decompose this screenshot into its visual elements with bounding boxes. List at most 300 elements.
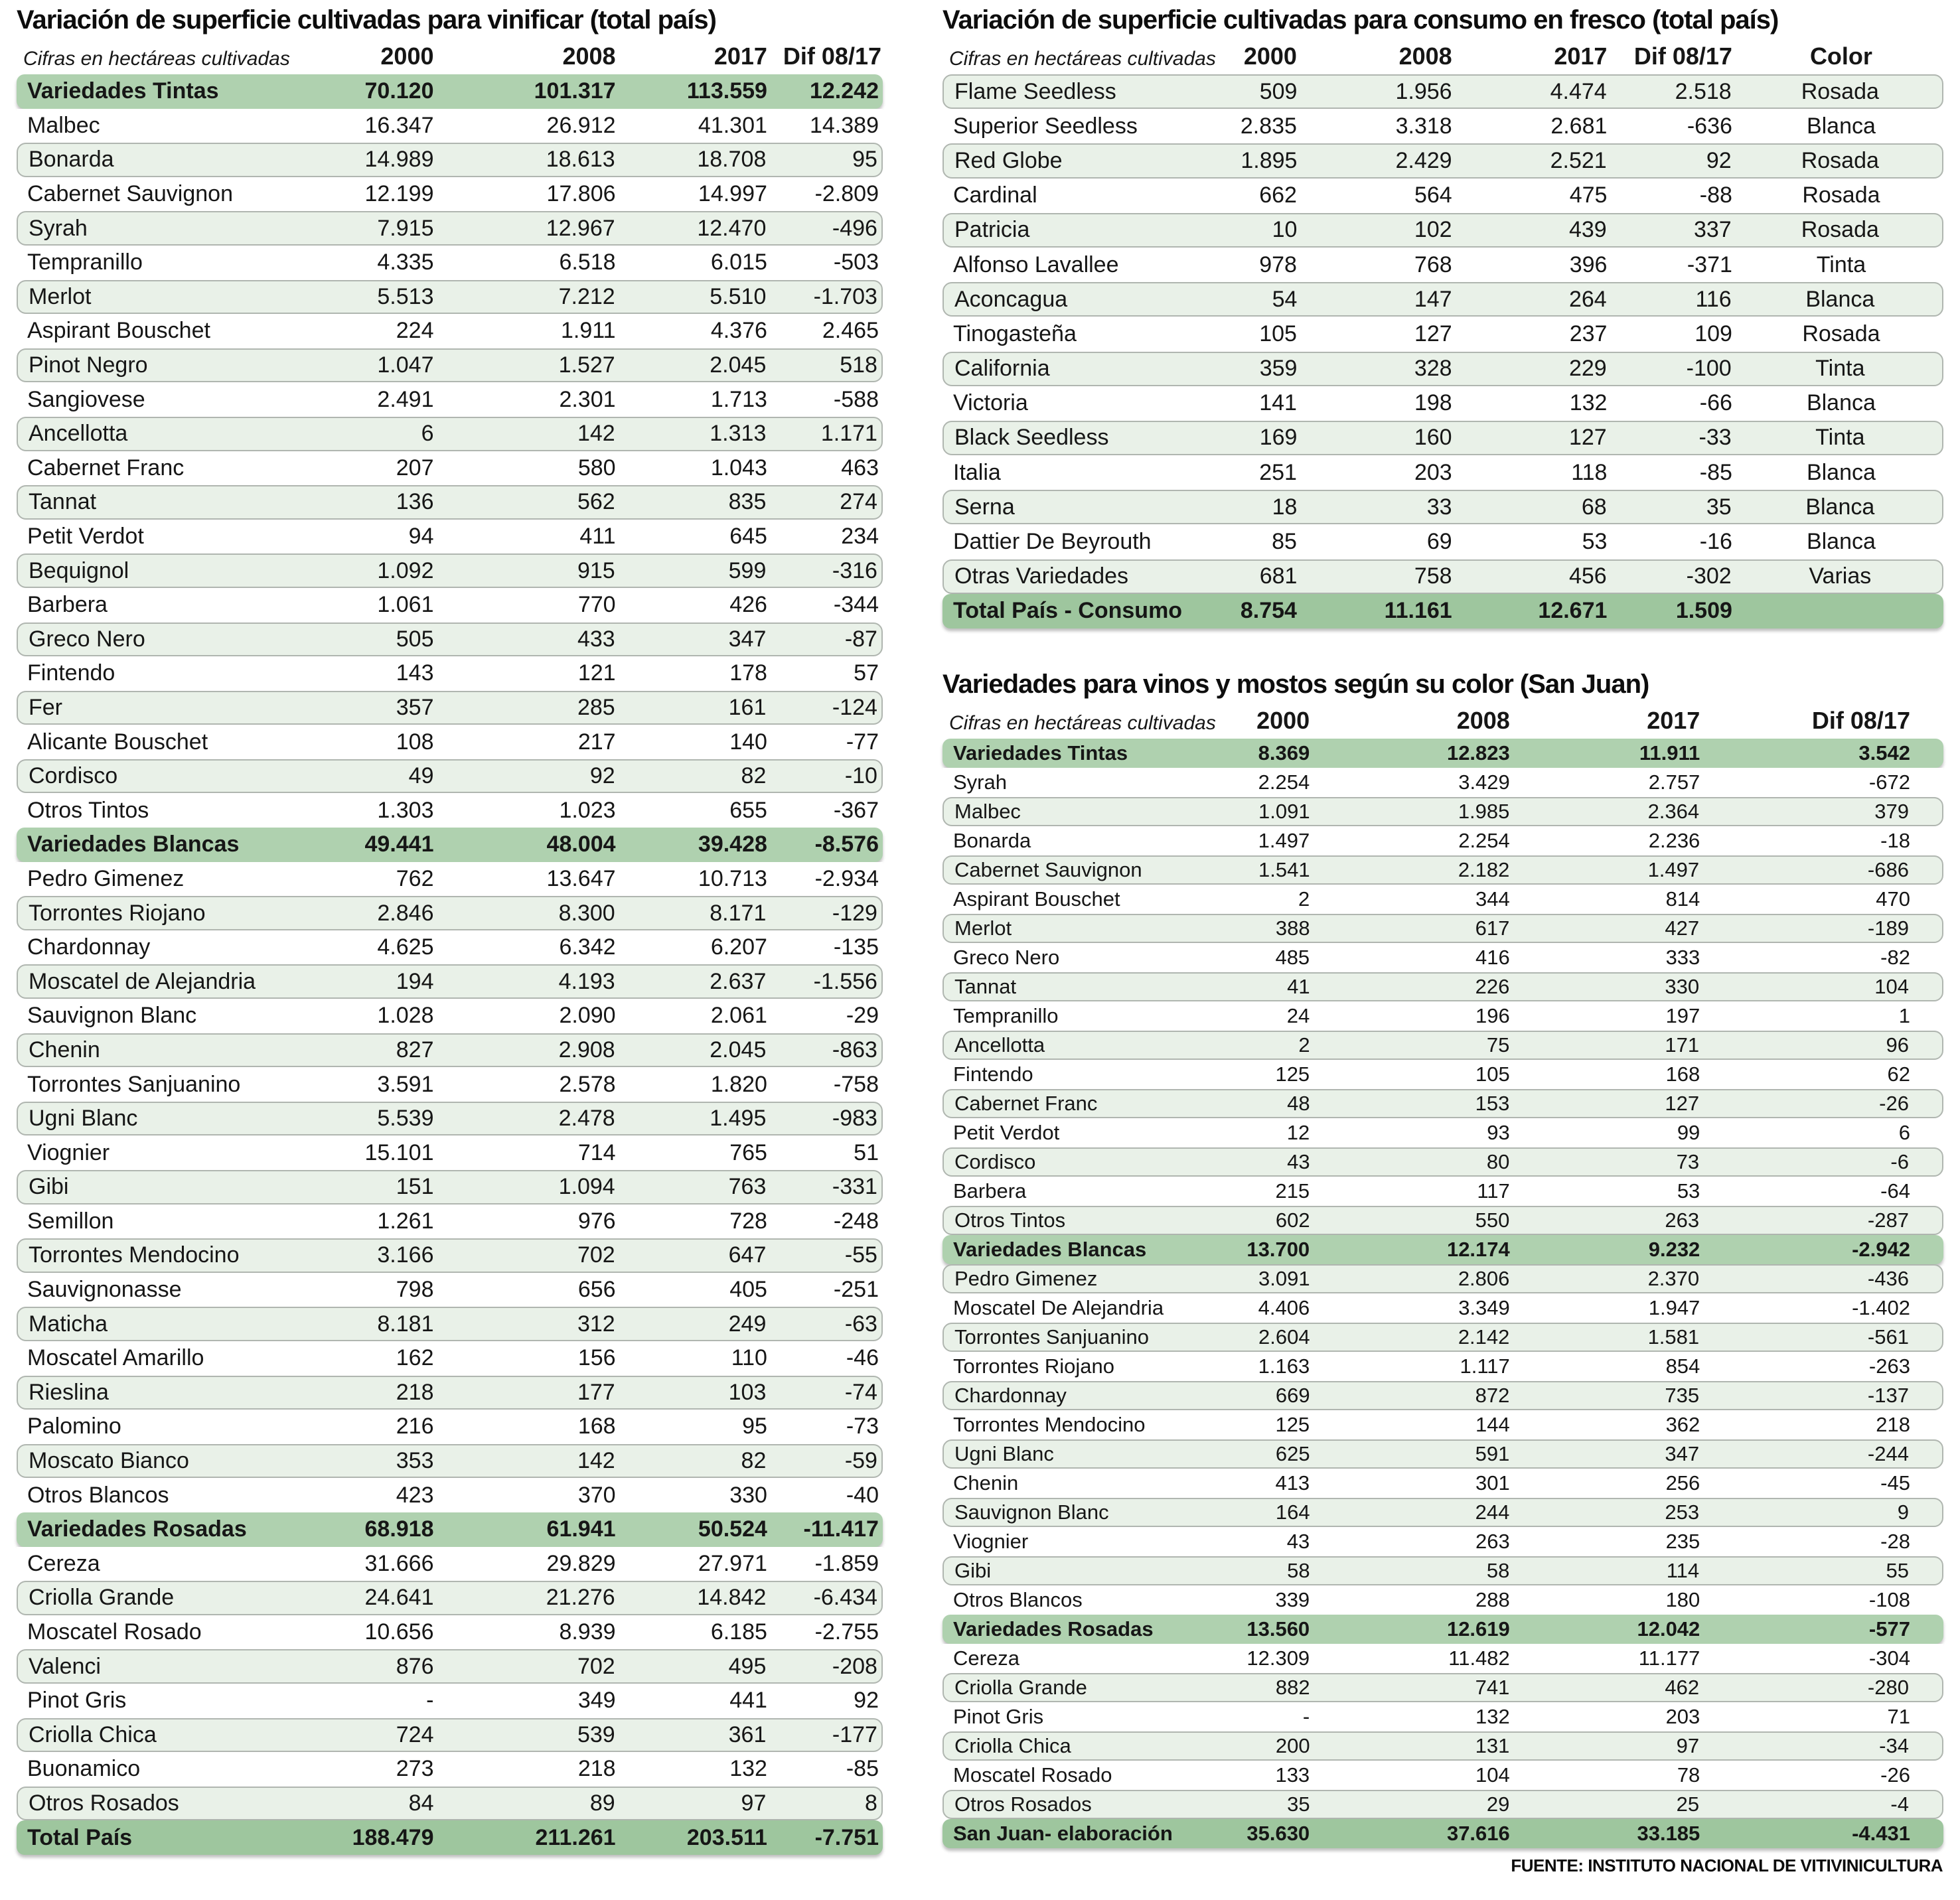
- cell-2000: 13.700: [1246, 1238, 1310, 1261]
- cell-2000: 10: [1272, 217, 1298, 243]
- variety-label: Victoria: [953, 390, 1028, 416]
- cell-dif-08-17: -63: [844, 1311, 877, 1337]
- cell-2008: 12.967: [546, 215, 615, 241]
- cell-2000: 2.835: [1240, 113, 1297, 139]
- cell-2000: 3.591: [377, 1071, 434, 1097]
- cell-dif-08-17: -28: [1880, 1530, 1910, 1553]
- cell-2008: 102: [1414, 217, 1452, 243]
- total-row: [942, 1819, 1943, 1848]
- table-row: [942, 1177, 1943, 1206]
- cell-2008: 2.090: [559, 1003, 616, 1029]
- table-row: [17, 1102, 883, 1136]
- cell-2008: 12.174: [1446, 1238, 1510, 1261]
- cell-2000: 224: [396, 318, 434, 344]
- cell-dif-08-17: 62: [1887, 1062, 1910, 1086]
- cell-dif-08-17: -10: [844, 763, 877, 789]
- cell-2008: 93: [1487, 1121, 1510, 1144]
- cell-2008: 550: [1475, 1208, 1510, 1232]
- variety-label: Otros Tintos: [27, 797, 149, 823]
- cell-dif-08-17: -88: [1699, 183, 1732, 208]
- cell-2017: 2.637: [710, 968, 767, 994]
- cell-2000: 54: [1272, 286, 1298, 312]
- column-header-2000: 2000: [1243, 42, 1297, 70]
- cell-2000: 164: [1275, 1500, 1310, 1524]
- variety-label: Chenin: [29, 1037, 100, 1062]
- cell-dif-08-17: -251: [833, 1277, 879, 1303]
- cell-2017: 4.376: [710, 318, 767, 344]
- table-row: [17, 246, 883, 280]
- cell-2000: 31.666: [364, 1550, 434, 1576]
- variety-label: Variedades Blancas: [27, 832, 240, 857]
- variety-label: Moscato Bianco: [29, 1448, 189, 1474]
- cell-dif-08-17: 2.518: [1675, 78, 1732, 104]
- cell-dif-08-17: -73: [846, 1414, 879, 1439]
- cell-dif-08-17: -87: [844, 626, 877, 652]
- table-row: [17, 1649, 883, 1684]
- cell-2008: 160: [1414, 425, 1452, 451]
- variety-label: Gibi: [29, 1174, 69, 1200]
- variety-label: Torrontes Mendocino: [953, 1413, 1146, 1436]
- cell-dif-08-17: -40: [846, 1482, 879, 1508]
- table-row: [942, 797, 1943, 826]
- cell-2008: 1.094: [558, 1174, 615, 1200]
- cell-dif-08-17: -55: [844, 1242, 877, 1268]
- variety-label: Petit Verdot: [27, 524, 144, 549]
- table-row: [17, 211, 883, 246]
- cell-dif-08-17: -263: [1868, 1354, 1910, 1378]
- table-header-sanjuan: [942, 700, 1943, 737]
- cell-dif-08-17: -686: [1867, 858, 1909, 881]
- cell-2017: 439: [1568, 217, 1607, 243]
- variety-label: Viognier: [27, 1139, 110, 1165]
- variety-label: Buonamico: [27, 1756, 141, 1782]
- table-row: [942, 74, 1943, 109]
- table-row: [942, 1381, 1943, 1410]
- cell-2008: 2.254: [1458, 829, 1510, 852]
- cell-2008: 29.829: [546, 1550, 616, 1576]
- variety-label: Moscatel Rosado: [953, 1763, 1112, 1787]
- cell-dif-08-17: -85: [846, 1756, 879, 1782]
- cell-dif-08-17: -6: [1890, 1150, 1909, 1173]
- cell-2008: 203: [1414, 459, 1452, 485]
- cell-dif-08-17: -304: [1868, 1646, 1910, 1670]
- table-body-sanjuan: [942, 739, 1943, 1848]
- table-row: [17, 1273, 883, 1307]
- cell-dif-08-17: -124: [832, 694, 877, 720]
- cell-2008: 2.806: [1458, 1267, 1510, 1290]
- variety-label: Variedades Tintas: [953, 741, 1128, 765]
- table-header-vinificar: [17, 36, 883, 73]
- cell-2008: 741: [1475, 1676, 1510, 1699]
- cell-2017: 237: [1569, 321, 1608, 346]
- cell-dif-08-17: 116: [1695, 286, 1732, 312]
- cell-2017: 253: [1665, 1500, 1700, 1524]
- table-row: [17, 348, 883, 383]
- cell-2000: 68.918: [364, 1516, 434, 1542]
- cell-2000: 12: [1286, 1121, 1310, 1144]
- table-row: [942, 179, 1943, 213]
- cell-2017: 99: [1677, 1121, 1700, 1144]
- table-row: [17, 1067, 883, 1102]
- table-row: [942, 386, 1943, 421]
- variety-label: Variedades Rosadas: [27, 1516, 247, 1542]
- cell-dif-08-17: 234: [841, 524, 879, 549]
- table-row: [17, 382, 883, 417]
- column-header-2000: 2000: [1256, 707, 1310, 734]
- cell-2017: 427: [1665, 916, 1700, 940]
- cell-2000: 882: [1275, 1676, 1310, 1699]
- cell-2017: 2.370: [1647, 1267, 1700, 1290]
- variety-label: Barbera: [953, 1179, 1027, 1203]
- cell-2000: 14.989: [364, 147, 434, 173]
- variety-label: California: [954, 356, 1050, 382]
- cell-2017: 396: [1569, 252, 1608, 277]
- cell-2017: 103: [728, 1379, 767, 1405]
- cell-2017: 599: [728, 557, 767, 583]
- table-row: [942, 1206, 1943, 1235]
- cell-2000: 105: [1259, 321, 1297, 346]
- cell-color: Tinta: [1815, 356, 1865, 382]
- right-column: [942, 4, 1943, 1848]
- cell-2008: 153: [1475, 1092, 1510, 1115]
- cell-2008: 3.318: [1395, 113, 1452, 139]
- cell-2000: 143: [396, 660, 434, 686]
- cell-2017: 256: [1665, 1471, 1700, 1495]
- cell-2017: 728: [729, 1208, 767, 1234]
- section-row: [942, 1615, 1943, 1644]
- cell-2000: 136: [396, 489, 434, 515]
- units-note: Cifras en hectáreas cultivadas: [23, 48, 290, 70]
- table-header-consumo: [942, 36, 1943, 73]
- variety-label: Italia: [953, 459, 1001, 485]
- cell-2000: 200: [1275, 1734, 1310, 1757]
- variety-label: Moscatel De Alejandria: [953, 1296, 1164, 1319]
- cell-2008: 2.182: [1458, 858, 1510, 881]
- cell-2017: 97: [741, 1790, 767, 1816]
- cell-2017: 50.524: [698, 1516, 767, 1542]
- cell-2017: 168: [1665, 1062, 1700, 1086]
- table-row: [17, 1410, 883, 1444]
- cell-2017: 1.947: [1648, 1296, 1700, 1319]
- variety-label: Sauvignonasse: [27, 1277, 182, 1303]
- cell-2017: 114: [1666, 1559, 1700, 1582]
- cell-2017: 78: [1677, 1763, 1700, 1787]
- cell-2017: 53: [1677, 1179, 1700, 1203]
- cell-dif-08-17: -137: [1867, 1384, 1909, 1407]
- cell-color: Rosada: [1801, 217, 1879, 243]
- cell-2008: 177: [577, 1379, 615, 1405]
- table-row: [942, 1089, 1943, 1118]
- table-row: [942, 1001, 1943, 1031]
- variety-label: Serna: [954, 494, 1015, 520]
- cell-2000: 3.166: [377, 1242, 434, 1268]
- variety-label: Syrah: [953, 770, 1007, 794]
- table-row: [942, 1498, 1943, 1527]
- cell-2000: 876: [396, 1653, 434, 1679]
- cell-dif-08-17: -503: [833, 250, 879, 275]
- cell-2000: 978: [1259, 252, 1297, 277]
- cell-2008: 768: [1414, 252, 1452, 277]
- table-row: [17, 622, 883, 657]
- column-header-2017: 2017: [1647, 707, 1700, 734]
- table-row: [942, 826, 1943, 855]
- cell-2008: 976: [577, 1208, 616, 1234]
- cell-2017: 127: [1568, 425, 1607, 451]
- cell-2008: 226: [1475, 975, 1510, 998]
- variety-label: Sauvignon Blanc: [27, 1003, 197, 1029]
- cell-color: Rosada: [1801, 78, 1879, 104]
- cell-dif-08-17: -248: [833, 1208, 879, 1234]
- cell-dif-08-17: -46: [846, 1345, 879, 1371]
- cell-2017: 1.581: [1647, 1325, 1700, 1349]
- cell-dif-08-17: -45: [1880, 1471, 1910, 1495]
- cell-dif-08-17: -4: [1890, 1792, 1909, 1816]
- cell-dif-08-17: -1.556: [813, 968, 877, 994]
- cell-2008: 101.317: [534, 78, 616, 104]
- cell-dif-08-17: 51: [854, 1139, 879, 1165]
- variety-label: Bonarda: [29, 147, 114, 173]
- cell-dif-08-17: -18: [1880, 829, 1910, 852]
- cell-dif-08-17: 55: [1886, 1559, 1909, 1582]
- cell-2008: 758: [1414, 563, 1452, 589]
- cell-2008: 562: [577, 489, 615, 515]
- table-body-consumo: [942, 74, 1943, 628]
- table-row: [942, 352, 1943, 386]
- cell-2000: 41: [1287, 975, 1310, 998]
- cell-2017: 5.510: [710, 283, 767, 309]
- table-row: [17, 1205, 883, 1239]
- table-row: [942, 972, 1943, 1001]
- cell-color: Blanca: [1806, 529, 1876, 555]
- cell-2000: 681: [1259, 563, 1298, 589]
- table-row: [942, 855, 1943, 885]
- table-row: [942, 914, 1943, 943]
- cell-2008: 127: [1414, 321, 1452, 346]
- cell-2017: 6.185: [710, 1619, 767, 1645]
- cell-dif-08-17: -74: [844, 1379, 877, 1405]
- variety-label: Bonarda: [953, 829, 1031, 852]
- cell-2017: 11.911: [1639, 741, 1700, 765]
- variety-label: Criolla Chica: [954, 1734, 1071, 1757]
- cell-2000: 359: [1259, 356, 1298, 382]
- cell-2017: 1.497: [1647, 858, 1700, 881]
- cell-2017: 1.713: [710, 386, 767, 412]
- cell-2000: 1.303: [377, 797, 434, 823]
- table-row: [17, 1135, 883, 1170]
- variety-label: Cabernet Sauvignon: [954, 858, 1142, 881]
- cell-2000: 108: [396, 729, 434, 755]
- cell-2017: 495: [728, 1653, 767, 1679]
- cell-dif-08-17: 1.509: [1675, 598, 1732, 624]
- table-row: [17, 656, 883, 691]
- cell-2008: 344: [1475, 887, 1510, 911]
- table-row: [17, 1238, 883, 1273]
- cell-2000: 12.309: [1246, 1646, 1310, 1670]
- cell-2008: 168: [577, 1414, 616, 1439]
- variety-label: Pinot Negro: [29, 352, 148, 378]
- table-row: [17, 1547, 883, 1581]
- cell-dif-08-17: -2.809: [814, 181, 879, 207]
- cell-2017: 854: [1665, 1354, 1700, 1378]
- cell-2008: 539: [577, 1721, 615, 1747]
- variety-label: Fer: [29, 694, 62, 720]
- cell-2008: 61.941: [546, 1516, 616, 1542]
- cell-2000: 2: [1298, 887, 1310, 911]
- cell-2000: 625: [1275, 1442, 1310, 1465]
- cell-dif-08-17: -7.751: [814, 1824, 879, 1850]
- table-row: [17, 1684, 883, 1718]
- cell-2000: 602: [1275, 1208, 1310, 1232]
- variety-label: Rieslina: [29, 1379, 109, 1405]
- cell-2008: 12.619: [1446, 1617, 1510, 1641]
- cell-2000: 10.656: [364, 1619, 434, 1645]
- cell-2008: 2.478: [558, 1106, 615, 1132]
- table-row: [942, 524, 1943, 559]
- cell-2008: 117: [1477, 1179, 1510, 1203]
- cell-dif-08-17: -64: [1880, 1179, 1910, 1203]
- cell-2000: 18: [1272, 494, 1298, 520]
- cell-2008: 433: [577, 626, 615, 652]
- cell-dif-08-17: 71: [1887, 1705, 1910, 1728]
- table-row: [17, 1444, 883, 1479]
- variety-label: Cardinal: [953, 183, 1037, 208]
- variety-label: Aconcagua: [954, 286, 1068, 312]
- table-row: [17, 862, 883, 897]
- cell-dif-08-17: 92: [854, 1688, 879, 1714]
- table-row: [942, 1790, 1943, 1819]
- cell-dif-08-17: -636: [1687, 113, 1732, 139]
- variety-label: Malbec: [954, 800, 1021, 823]
- variety-label: Gibi: [954, 1559, 992, 1582]
- cell-dif-08-17: -100: [1686, 356, 1732, 382]
- variety-label: Cabernet Franc: [954, 1092, 1098, 1115]
- cell-dif-08-17: -1.703: [813, 283, 877, 309]
- variety-label: Otras Variedades: [954, 563, 1129, 589]
- cell-2008: 17.806: [546, 181, 616, 207]
- cell-2000: 1.047: [377, 352, 434, 378]
- table-row: [17, 1718, 883, 1753]
- cell-2008: 121: [577, 660, 616, 686]
- cell-2017: 12.671: [1538, 598, 1608, 624]
- cell-2017: 82: [741, 763, 767, 789]
- cell-dif-08-17: -2.942: [1852, 1238, 1910, 1261]
- variety-label: Total País: [27, 1824, 133, 1850]
- cell-2017: 12.042: [1637, 1617, 1700, 1641]
- cell-2017: 462: [1665, 1676, 1700, 1699]
- cell-2008: 285: [577, 694, 615, 720]
- cell-2008: 288: [1475, 1588, 1510, 1611]
- cell-2008: 211.261: [535, 1824, 616, 1850]
- table-row: [942, 213, 1943, 248]
- cell-2017: 9.232: [1648, 1238, 1700, 1261]
- cell-2008: 349: [577, 1688, 616, 1714]
- cell-dif-08-17: -11.417: [803, 1516, 879, 1542]
- cell-2000: 827: [396, 1037, 434, 1062]
- cell-2000: 7.915: [377, 215, 434, 241]
- table-row: [17, 109, 883, 143]
- table-body-vinificar: [17, 74, 883, 1855]
- cell-2000: 188.479: [352, 1824, 434, 1850]
- cell-2008: 702: [577, 1242, 615, 1268]
- table-row: [942, 768, 1943, 797]
- table-row: [942, 1352, 1943, 1381]
- table-row: [942, 109, 1943, 143]
- table-row: [17, 1341, 883, 1376]
- cell-2017: 347: [728, 626, 767, 652]
- cell-dif-08-17: -26: [1880, 1763, 1910, 1787]
- variety-label: Otros Blancos: [27, 1482, 169, 1508]
- cell-dif-08-17: -85: [1699, 459, 1732, 485]
- table-row: [942, 1702, 1943, 1731]
- cell-2008: 196: [1475, 1004, 1510, 1027]
- variety-label: Variedades Blancas: [953, 1238, 1147, 1261]
- table-row: [942, 943, 1943, 972]
- table-row: [17, 314, 883, 348]
- table-row: [17, 1170, 883, 1205]
- cell-dif-08-17: -208: [832, 1653, 877, 1679]
- cell-2000: 218: [396, 1379, 434, 1405]
- cell-color: Rosada: [1802, 321, 1880, 346]
- cell-2008: 105: [1475, 1062, 1510, 1086]
- cell-2008: 13.647: [546, 865, 616, 891]
- cell-2000: 49.441: [364, 832, 434, 857]
- cell-dif-08-17: -280: [1867, 1676, 1909, 1699]
- table-row: [17, 1581, 883, 1615]
- cell-2008: 580: [577, 455, 616, 480]
- cell-dif-08-17: 518: [840, 352, 877, 378]
- cell-2017: 6.207: [710, 934, 767, 960]
- variety-label: Red Globe: [954, 147, 1063, 173]
- cell-2017: 441: [729, 1688, 767, 1714]
- cell-dif-08-17: 2.465: [822, 318, 879, 344]
- table-row: [17, 759, 883, 794]
- cell-2000: 5.513: [377, 283, 434, 309]
- cell-2008: 89: [589, 1790, 615, 1816]
- cell-color: Blanca: [1806, 113, 1876, 139]
- cell-dif-08-17: -983: [832, 1106, 877, 1132]
- cell-dif-08-17: -287: [1867, 1208, 1909, 1232]
- cell-2000: 413: [1275, 1471, 1310, 1495]
- variety-label: Variedades Rosadas: [953, 1617, 1154, 1641]
- cell-2008: 104: [1475, 1763, 1510, 1787]
- cell-2008: 12.823: [1446, 741, 1510, 765]
- cell-dif-08-17: -1.859: [814, 1550, 879, 1576]
- cell-dif-08-17: -33: [1698, 425, 1732, 451]
- cell-2008: 416: [1475, 946, 1510, 969]
- cell-2017: 73: [1676, 1150, 1700, 1173]
- section-row: [942, 1235, 1943, 1264]
- cell-dif-08-17: -77: [846, 729, 879, 755]
- cell-2000: 8.369: [1258, 741, 1310, 765]
- cell-2000: 8.754: [1240, 598, 1297, 624]
- cell-dif-08-17: 14.389: [809, 112, 879, 138]
- cell-2017: 14.997: [698, 181, 767, 207]
- cell-dif-08-17: 463: [841, 455, 879, 480]
- cell-color: Rosada: [1802, 183, 1880, 208]
- table-row: [17, 930, 883, 965]
- cell-2008: 156: [577, 1345, 616, 1371]
- table-row: [17, 1752, 883, 1787]
- cell-2017: 8.171: [710, 900, 767, 926]
- cell-2000: 58: [1287, 1559, 1310, 1582]
- cell-2017: 68: [1581, 494, 1607, 520]
- cell-2017: 33.185: [1637, 1822, 1700, 1845]
- table-row: [17, 451, 883, 486]
- cell-2008: 6.518: [559, 250, 616, 275]
- cell-2000: 215: [1275, 1179, 1310, 1203]
- variety-label: Merlot: [954, 916, 1012, 940]
- cell-2000: 1.028: [377, 1003, 434, 1029]
